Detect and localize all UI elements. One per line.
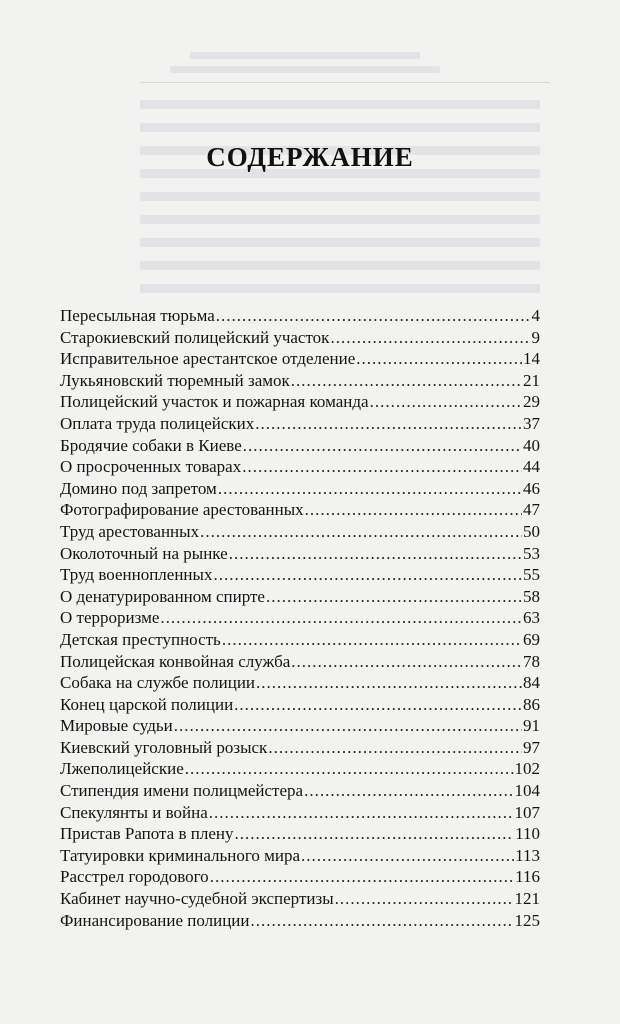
dot-leader bbox=[256, 672, 522, 694]
toc-entry-page: 125 bbox=[514, 910, 540, 930]
dot-leader bbox=[356, 348, 522, 370]
toc-entry-title: Киевский уголовный розыск bbox=[60, 737, 268, 757]
toc-entry-page: 110 bbox=[515, 824, 540, 844]
toc-entry bbox=[60, 823, 540, 845]
toc-entry bbox=[60, 629, 540, 651]
toc-entry-page: 121 bbox=[514, 889, 540, 909]
toc-entry-page: 91 bbox=[523, 716, 540, 736]
dot-leader bbox=[305, 499, 522, 521]
toc-entry bbox=[60, 888, 540, 910]
toc-entry bbox=[60, 327, 540, 349]
toc-entry-page: 50 bbox=[523, 521, 540, 541]
toc-entry-page: 47 bbox=[523, 500, 540, 520]
toc-entry-page: 44 bbox=[523, 457, 540, 477]
dot-leader bbox=[216, 305, 531, 327]
toc-entry-title: Спекулянты и война bbox=[60, 802, 208, 822]
toc-entry bbox=[60, 607, 540, 629]
dot-leader bbox=[291, 370, 522, 392]
toc-entry bbox=[60, 456, 540, 478]
dot-leader bbox=[210, 866, 514, 888]
toc-entry-title: Труд военнопленных bbox=[60, 565, 213, 585]
toc-entry bbox=[60, 845, 540, 867]
toc-entry bbox=[60, 370, 540, 392]
dot-leader bbox=[234, 823, 514, 845]
dot-leader bbox=[370, 391, 522, 413]
toc-entry-page: 55 bbox=[523, 565, 540, 585]
dot-leader bbox=[229, 543, 522, 565]
toc-entry bbox=[60, 802, 540, 824]
toc-entry-title: Пересыльная тюрьма bbox=[60, 306, 215, 325]
toc-entry-page: 40 bbox=[523, 435, 540, 455]
toc-entry-title: Расстрел городового bbox=[60, 867, 209, 887]
dot-leader bbox=[174, 715, 522, 737]
toc-entry-title: Старокиевский полицейский участок bbox=[60, 327, 330, 347]
dot-leader bbox=[222, 629, 522, 651]
dot-leader bbox=[213, 564, 522, 586]
toc-entry-page: 46 bbox=[523, 478, 540, 498]
toc-entry bbox=[60, 780, 540, 802]
toc-entry-title: О терроризме bbox=[60, 608, 160, 628]
toc-entry bbox=[60, 521, 540, 543]
dot-leader bbox=[218, 478, 522, 500]
toc-entry-title: Околоточный на рынке bbox=[60, 543, 228, 563]
toc-entry bbox=[60, 715, 540, 737]
toc-entry-title: Исправительное арестантское отделение bbox=[60, 349, 356, 369]
toc-entry-page: 21 bbox=[523, 370, 540, 390]
toc-entry-page: 113 bbox=[515, 845, 540, 865]
toc-entry-title: Фотографирование арестованных bbox=[60, 500, 304, 520]
toc-entry-page: 116 bbox=[515, 867, 540, 887]
dot-leader bbox=[160, 607, 522, 629]
toc-entry-page: 53 bbox=[523, 543, 540, 563]
toc-entry-page: 69 bbox=[523, 629, 540, 649]
toc-entry-title: Домино под запретом bbox=[60, 478, 217, 498]
toc-entry-title: Оплата труда полицейских bbox=[60, 413, 255, 433]
toc-entry bbox=[60, 435, 540, 457]
toc-entry-title: Стипендия имени полицмейстера bbox=[60, 781, 304, 801]
toc-entry bbox=[60, 413, 540, 435]
toc-entry-title: Полицейская конвойная служба bbox=[60, 651, 291, 671]
toc-entry bbox=[60, 758, 540, 780]
toc-entry-page: 102 bbox=[514, 759, 540, 779]
toc-entry-title: Финансирование полиции bbox=[60, 910, 250, 930]
dot-leader bbox=[185, 758, 514, 780]
toc-entry-title: Мировые судьи bbox=[60, 716, 173, 736]
toc-entry bbox=[60, 478, 540, 500]
toc-entry-title: Татуировки криминального мира bbox=[60, 845, 301, 865]
toc-entry-page: 9 bbox=[531, 327, 540, 347]
dot-leader bbox=[242, 456, 522, 478]
dot-leader bbox=[251, 910, 514, 932]
dot-leader bbox=[266, 586, 522, 608]
table-of-contents bbox=[60, 305, 540, 931]
toc-entry bbox=[60, 694, 540, 716]
toc-entry-page: 107 bbox=[514, 802, 540, 822]
toc-entry-page: 29 bbox=[523, 392, 540, 412]
dot-leader bbox=[330, 327, 530, 349]
toc-entry-page: 86 bbox=[523, 694, 540, 714]
toc-entry bbox=[60, 672, 540, 694]
toc-entry bbox=[60, 737, 540, 759]
toc-entry-title: О просроченных товарах bbox=[60, 457, 242, 477]
dot-leader bbox=[335, 888, 514, 910]
toc-entry bbox=[60, 543, 540, 565]
toc-entry bbox=[60, 348, 540, 370]
dot-leader bbox=[209, 802, 514, 824]
toc-entry bbox=[60, 305, 540, 327]
toc-entry-page: 58 bbox=[523, 586, 540, 606]
toc-entry-title: Кабинет научно-судебной экспертизы bbox=[60, 889, 334, 909]
toc-entry-page: 63 bbox=[523, 608, 540, 628]
dot-leader bbox=[234, 694, 522, 716]
toc-entry bbox=[60, 651, 540, 673]
dot-leader bbox=[268, 737, 522, 759]
toc-entry-title: Бродячие собаки в Киеве bbox=[60, 435, 242, 455]
page-title: СОДЕРЖАНИЕ bbox=[206, 142, 414, 173]
toc-entry-page: 97 bbox=[523, 737, 540, 757]
toc-entry-page: 37 bbox=[523, 413, 540, 433]
toc-entry-page: 104 bbox=[514, 781, 540, 801]
dot-leader bbox=[301, 845, 514, 867]
dot-leader bbox=[304, 780, 513, 802]
toc-entry-page: 78 bbox=[523, 651, 540, 671]
dot-leader bbox=[243, 435, 522, 457]
toc-entry-title: Конец царской полиции bbox=[60, 694, 234, 714]
toc-entry-page: 4 bbox=[531, 306, 540, 325]
dot-leader bbox=[255, 413, 522, 435]
toc-entry bbox=[60, 391, 540, 413]
toc-entry-title: Детская преступность bbox=[60, 629, 221, 649]
toc-entry-title: Полицейский участок и пожарная команда bbox=[60, 392, 369, 412]
toc-entry bbox=[60, 586, 540, 608]
toc-entry-page: 84 bbox=[523, 673, 540, 693]
toc-entry-title: Труд арестованных bbox=[60, 521, 200, 541]
dot-leader bbox=[291, 651, 522, 673]
toc-entry-title: Лжеполицейские bbox=[60, 759, 184, 779]
toc-entry bbox=[60, 564, 540, 586]
toc-entry bbox=[60, 499, 540, 521]
dot-leader bbox=[200, 521, 522, 543]
toc-entry-title: Лукьяновский тюремный замок bbox=[60, 370, 290, 390]
toc-entry-page: 14 bbox=[523, 349, 540, 369]
toc-entry bbox=[60, 910, 540, 932]
toc-entry-title: Собака на службе полиции bbox=[60, 673, 256, 693]
toc-entry bbox=[60, 866, 540, 888]
toc-entry-title: О денатурированном спирте bbox=[60, 586, 265, 606]
toc-entry-title: Пристав Рапота в плену bbox=[60, 824, 234, 844]
